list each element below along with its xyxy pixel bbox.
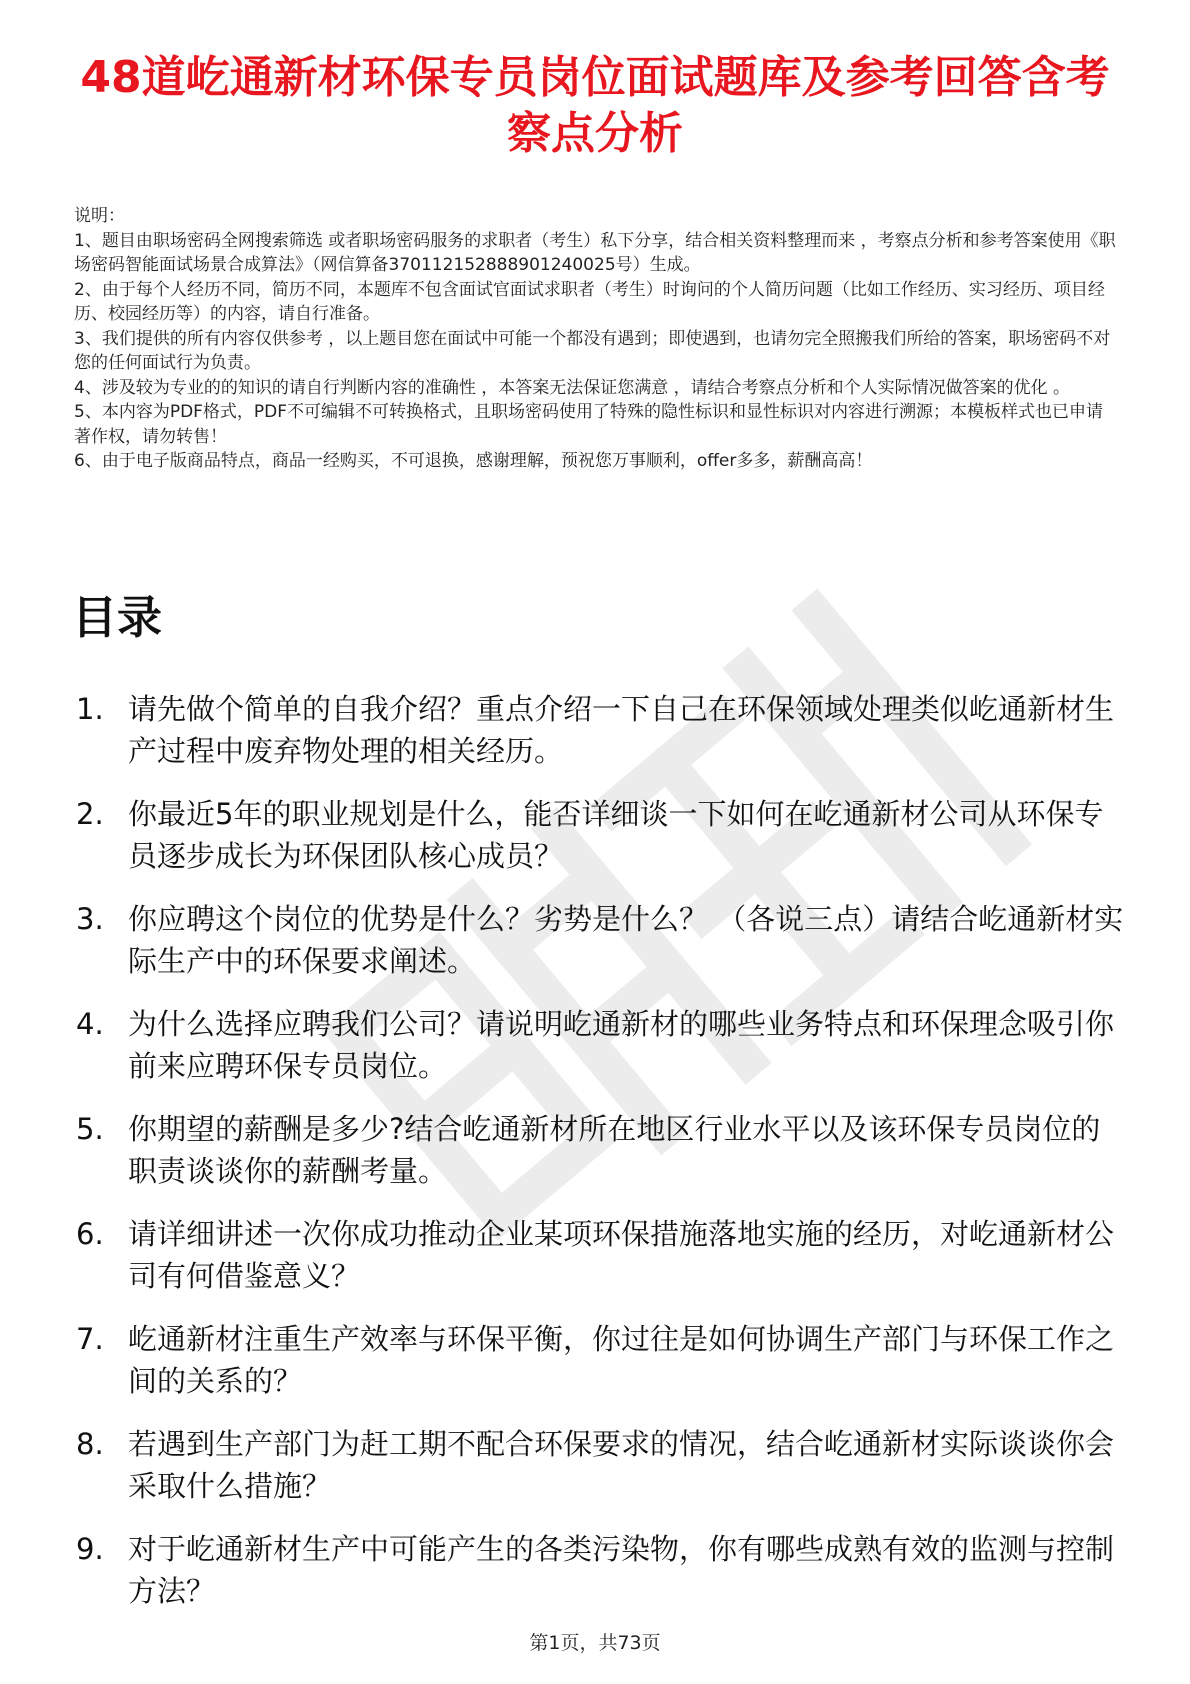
- toc-item-number: 4.: [76, 1007, 104, 1041]
- toc-item-text: 你最近5年的职业规划是什么，能否详细谈一下如何在屹通新材公司从环保专员逐步成长为环保团队核心成员？: [128, 797, 1104, 873]
- toc-item-number: 5.: [76, 1112, 104, 1146]
- toc-item-number: 9.: [76, 1532, 104, 1566]
- toc-heading: 目录: [72, 591, 163, 644]
- toc-item-text: 对于屹通新材生产中可能产生的各类污染物，你有哪些成熟有效的监测与控制方法？: [128, 1532, 1115, 1608]
- disclaimer-notes: [74, 204, 1120, 474]
- note-item: 5、本内容为PDF格式，PDF不可编辑不可转换格式，且职场密码使用了特殊的隐性标识和显性标识对内容进行溯源；本模板样式也已申请著作权，请勿转售！: [74, 402, 1104, 447]
- toc-item[interactable]: [76, 1423, 1126, 1507]
- toc-item[interactable]: [76, 1213, 1126, 1297]
- toc-item[interactable]: [76, 793, 1126, 877]
- notes-label: 说明：: [74, 206, 125, 226]
- toc-item-number: 8.: [76, 1427, 104, 1461]
- toc-item-text: 你应聘这个岗位的优势是什么？劣势是什么？ （各说三点）请结合屹通新材实际生产中的环保要求阐述。: [128, 902, 1124, 978]
- toc-item-number: 3.: [76, 902, 104, 936]
- toc-item-text: 你期望的薪酬是多少?结合屹通新材所在地区行业水平以及该环保专员岗位的职责谈谈你的薪酬考量。: [128, 1112, 1101, 1188]
- toc-item[interactable]: [76, 898, 1126, 982]
- toc-item-number: 1.: [76, 692, 104, 726]
- toc-item-number: 2.: [76, 797, 104, 831]
- toc-item-text: 为什么选择应聘我们公司？请说明屹通新材的哪些业务特点和环保理念吸引你前来应聘环保专员岗位。: [128, 1007, 1115, 1083]
- document-title: 48道屹通新材环保专员岗位面试题库及参考回答含考察点分析: [80, 52, 1110, 159]
- toc-item[interactable]: [76, 1003, 1126, 1087]
- note-item: 1、题目由职场密码全网搜索筛选 或者职场密码服务的求职者（考生）私下分享，结合相关资料整理而来 ，考察点分析和参考答案使用《职场密码智能面试场景合成算法》（网信算备370112152888901240025号）生成。: [74, 230, 1116, 275]
- toc-item-number: 6.: [76, 1217, 104, 1251]
- note-item: 4、涉及较为专业的的知识的请自行判断内容的准确性 ，本答案无法保证您满意 ，请结合考察点分析和个人实际情况做答案的优化 。: [74, 377, 1071, 398]
- toc-item-text: 请先做个简单的自我介绍？重点介绍一下自己在环保领域处理类似屹通新材生产过程中废弃物处理的相关经历。: [128, 692, 1115, 768]
- toc-item-text: 请详细讲述一次你成功推动企业某项环保措施落地实施的经历，对屹通新材公司有何借鉴意义？: [128, 1217, 1115, 1293]
- note-item: 3、我们提供的所有内容仅供参考 ，以上题目您在面试中可能一个都没有遇到；即使遇到，也请勿完全照搬我们所给的答案，职场密码不对您的任何面试行为负责。: [74, 328, 1111, 373]
- toc-item[interactable]: [76, 1318, 1126, 1402]
- toc-list: [76, 688, 1126, 1633]
- toc-item[interactable]: [76, 1108, 1126, 1192]
- toc-item-text: 屹通新材注重生产效率与环保平衡，你过往是如何协调生产部门与环保工作之间的关系的？: [128, 1322, 1115, 1398]
- page-footer: 第1页，共73页: [529, 1632, 661, 1654]
- toc-item[interactable]: [76, 688, 1126, 772]
- note-item: 2、由于每个人经历不同，简历不同，本题库不包含面试官面试求职者（考生）时询问的个人简历问题（比如工作经历、实习经历、项目经历、校园经历等）的内容，请自行准备。: [74, 279, 1105, 324]
- note-item: 6、由于电子版商品特点，商品一经购买，不可退换，感谢理解，预祝您万事顺利，offer多多，薪酬高高！: [74, 451, 873, 471]
- toc-item-text: 若遇到生产部门为赶工期不配合环保要求的情况，结合屹通新材实际谈谈你会采取什么措施？: [128, 1427, 1115, 1503]
- toc-item-number: 7.: [76, 1322, 104, 1356]
- toc-item[interactable]: [76, 1528, 1126, 1612]
